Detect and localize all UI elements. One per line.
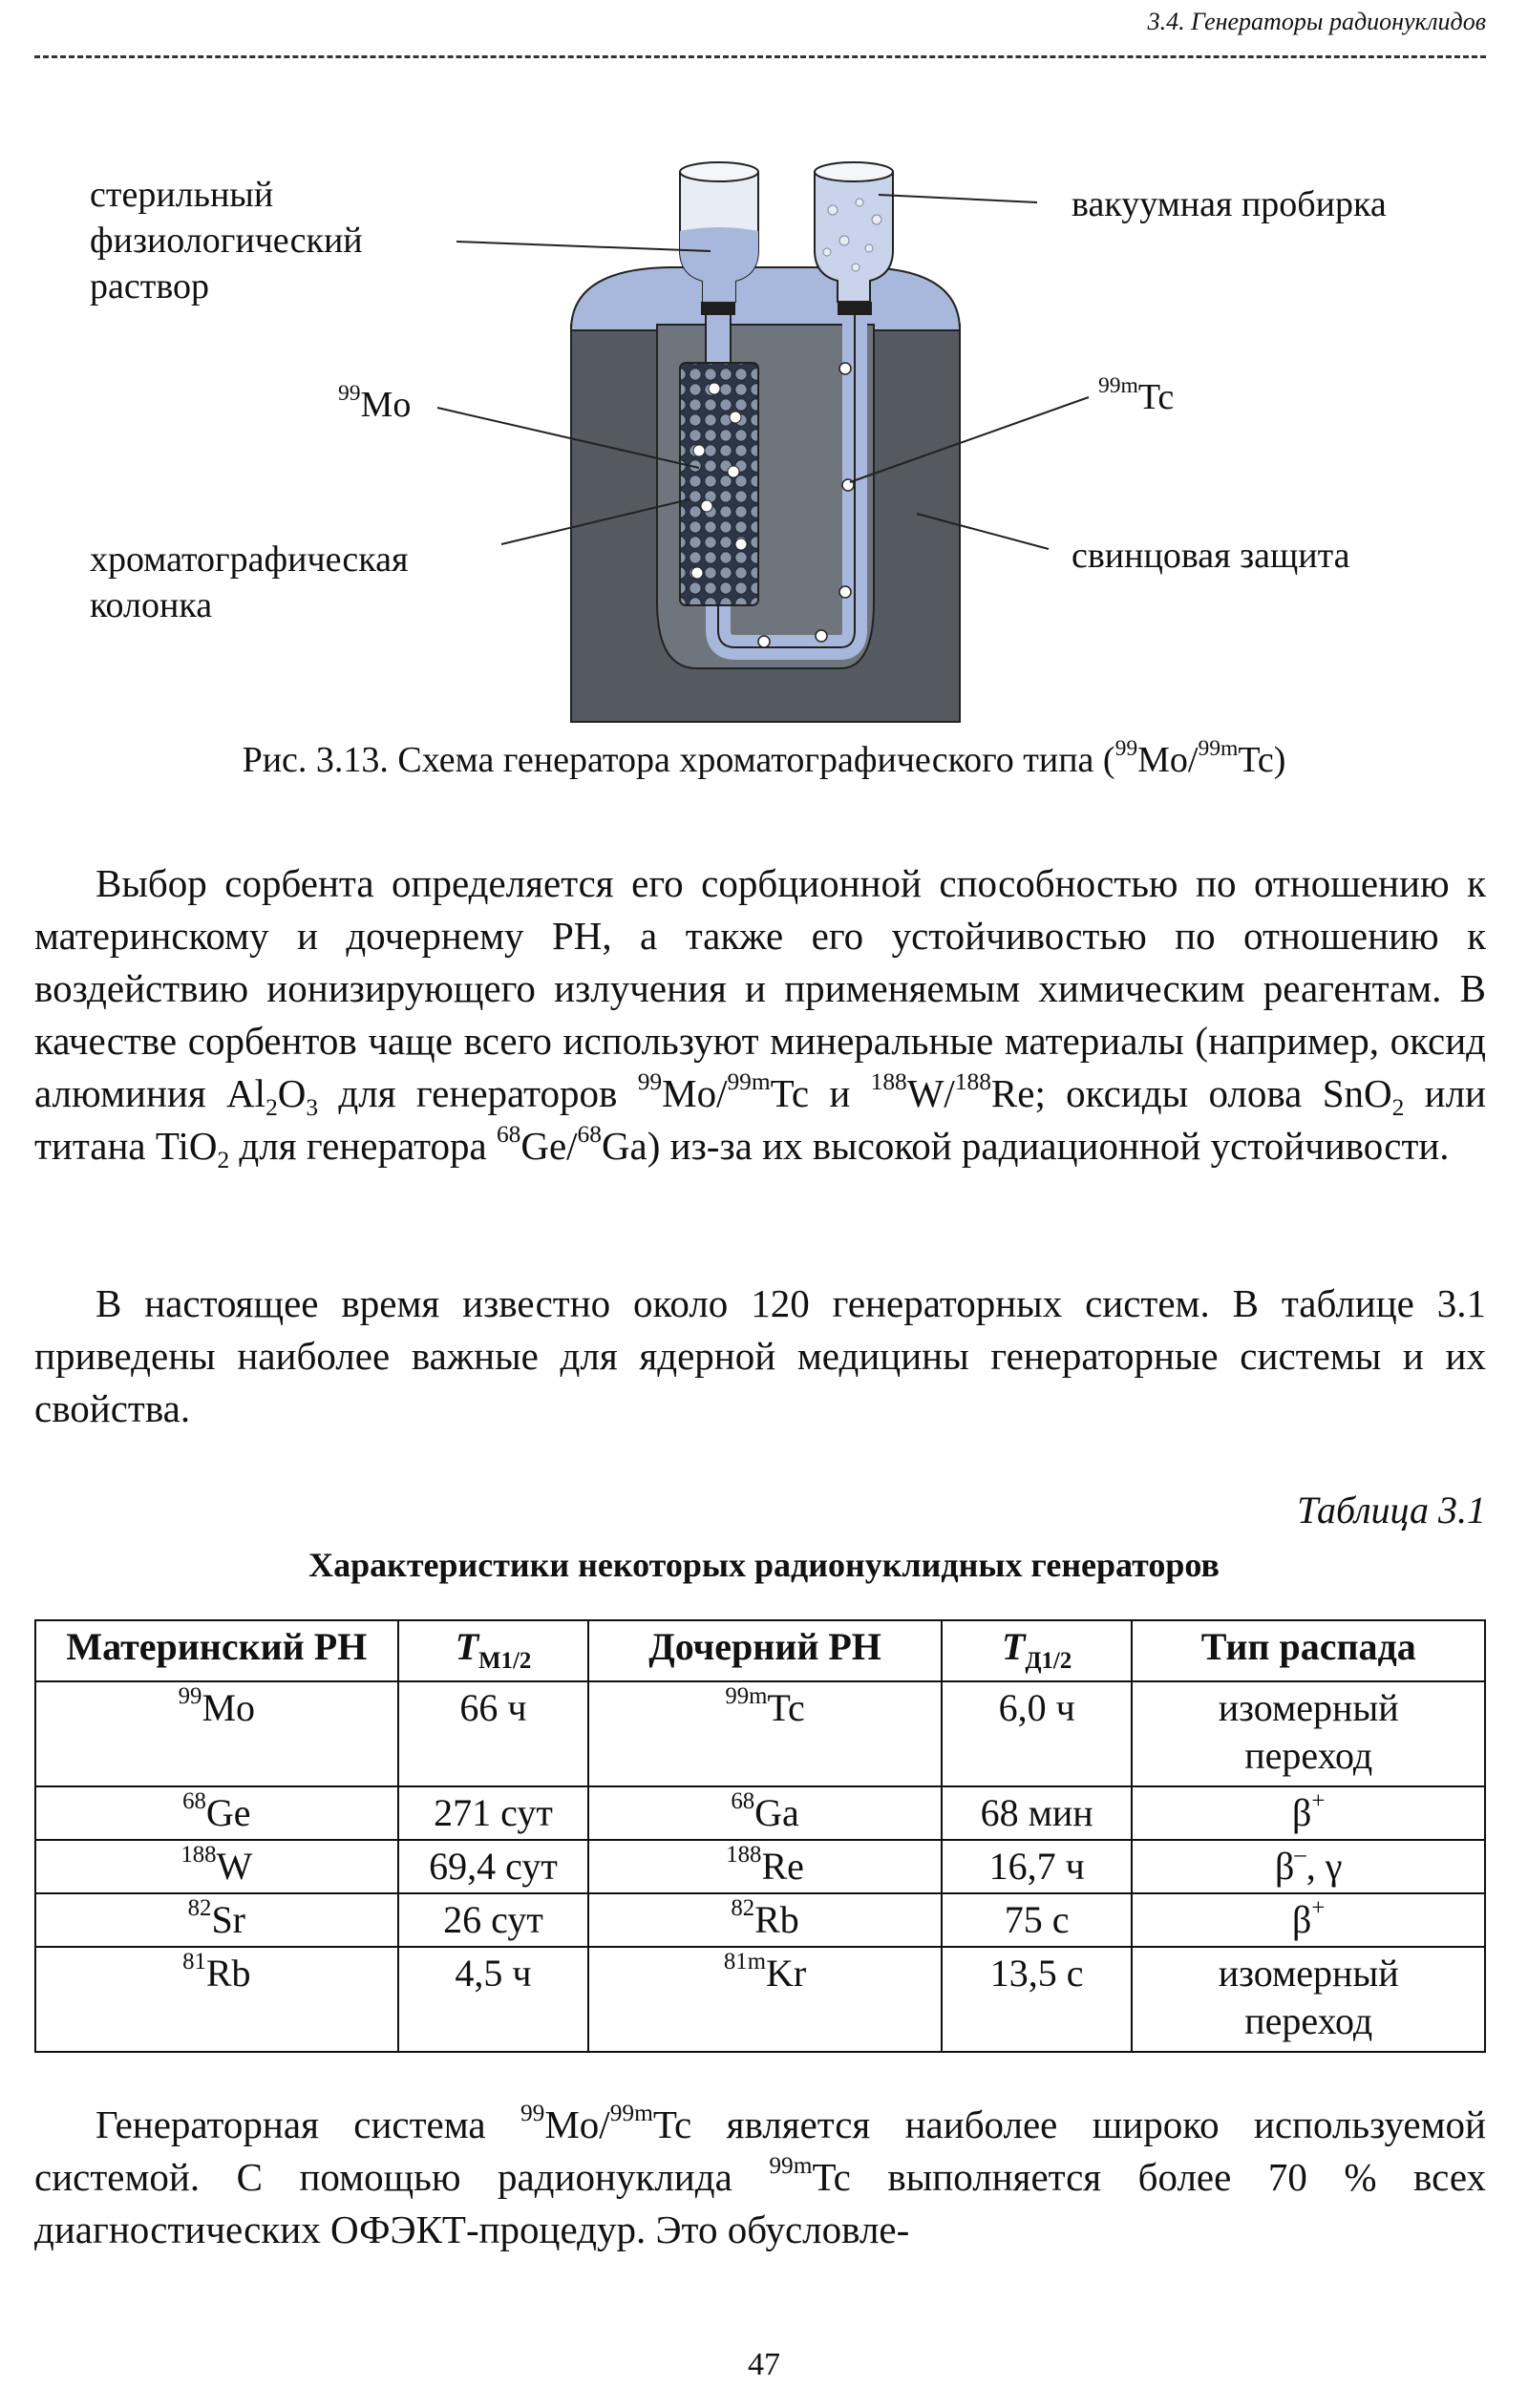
cell-parent: $^{81}$Rb [35, 1947, 398, 2052]
paragraph-mo-tc-system: Генераторная система $^{99}$Mo/$^{99m}$Tc является наиболее широко используемой системой. С помощью радионуклида $^{99m}$Tc выполняется более 70 % всех диагностических ОФЭКТ-процедур. Это обусловле- [34, 2099, 1486, 2251]
header-daughter: Дочерний РН [588, 1620, 941, 1681]
table-title: Характеристики некоторых радионуклидных генераторов [308, 1546, 1220, 1584]
cell-daughter: $^{82}$Rb [588, 1893, 941, 1947]
cell-t-daughter: 68 мин [942, 1786, 1133, 1840]
cell-t-parent: 4,5 ч [398, 1947, 589, 2052]
cell-t-daughter: 16,7 ч [942, 1840, 1133, 1893]
label-tc99m: $^{99m}$Tc [1098, 372, 1175, 417]
table-label: Таблица 3.1 [1297, 1489, 1486, 1531]
paragraph-sorbent: Выбор сорбента определяется его сорбционной способностью по отношению к материнскому и дочернему РН, а также его устойчивостью по отношению к воздействию ионизирующего излучения и применяемым химическим реагентам. В качестве сорбентов чаще всего используют минеральные материалы (например, оксид алюминия $Al_2O_3$ для генераторов $^{99}$Mo/$^{99m}$Tc и $^{188}$W/$^{188}$Re; оксиды олова SnO$_2$ или титана TiO$_2$ для генератора $^{68}$Ge/$^{68}$Ga) из-за их высокой радиационной устойчивости. [34, 861, 1486, 1174]
header-t-daughter: $T_{Д1/2}$ [942, 1620, 1133, 1681]
table-row [35, 1947, 1485, 2052]
cell-daughter: $^{188}$Re [588, 1840, 941, 1893]
paragraph-generator-count: В настоящее время известно около 120 генераторных систем. В таблице 3.1 приведены наиболее важные для ядерной медицины генераторные системы и их свойства. [34, 1281, 1486, 1430]
header-decay: Тип распада [1132, 1620, 1485, 1681]
figure-caption: Рис. 3.13. Схема генератора хроматографического типа ($^{99}$Mo/$^{99m}$Tc) [242, 735, 1286, 780]
cell-parent: $^{99}$Mo [35, 1681, 398, 1786]
header-parent: Материнский РН [35, 1620, 398, 1681]
cell-parent: $^{82}$Sr [35, 1893, 398, 1947]
cell-parent: $^{188}$W [35, 1840, 398, 1893]
cell-decay: β+ [1132, 1893, 1485, 1947]
cell-t-parent: 66 ч [398, 1681, 589, 1786]
label-lead-shield: свинцовая защита [1072, 536, 1350, 576]
cell-t-parent: 271 сут [398, 1786, 589, 1840]
label-saline: стерильный физиологический раствор [90, 175, 363, 306]
table-row [35, 1786, 1485, 1840]
cell-daughter: $^{68}$Ga [588, 1786, 941, 1840]
chromatographic-column [680, 363, 758, 605]
cell-t-daughter: 13,5 с [942, 1947, 1133, 2052]
cell-decay: изомерный переход [1132, 1947, 1485, 2052]
cell-decay: изомерный переход [1132, 1681, 1485, 1786]
shield-cap [571, 267, 960, 330]
label-vacuum-tube: вакуумная пробирка [1072, 184, 1387, 224]
cell-daughter: $^{81m}$Kr [588, 1947, 941, 2052]
figure-generator-diagram [0, 153, 1528, 745]
running-header: 3.4. Генераторы радионуклидов [1147, 8, 1486, 35]
page-number: 47 [748, 2347, 780, 2382]
cell-t-daughter: 6,0 ч [942, 1681, 1133, 1786]
cell-t-parent: 26 сут [398, 1893, 589, 1947]
cell-parent: $^{68}$Ge [35, 1786, 398, 1840]
generators-table [34, 1619, 1486, 2053]
cell-t-daughter: 75 с [942, 1893, 1133, 1947]
header-t-parent: $T_{М1/2}$ [398, 1620, 589, 1681]
table-row [35, 1893, 1485, 1947]
table-row [35, 1840, 1485, 1893]
cell-t-parent: 69,4 сут [398, 1840, 589, 1893]
table-header-row [35, 1620, 1485, 1681]
cell-decay: β–, γ [1132, 1840, 1485, 1893]
label-mo99: $^{99}$Mo [338, 380, 412, 425]
header-divider [34, 55, 1486, 58]
cell-daughter: $^{99m}$Tc [588, 1681, 941, 1786]
label-column: хроматографическая колонка [90, 539, 409, 625]
cell-decay: β+ [1132, 1786, 1485, 1840]
table-row [35, 1681, 1485, 1786]
